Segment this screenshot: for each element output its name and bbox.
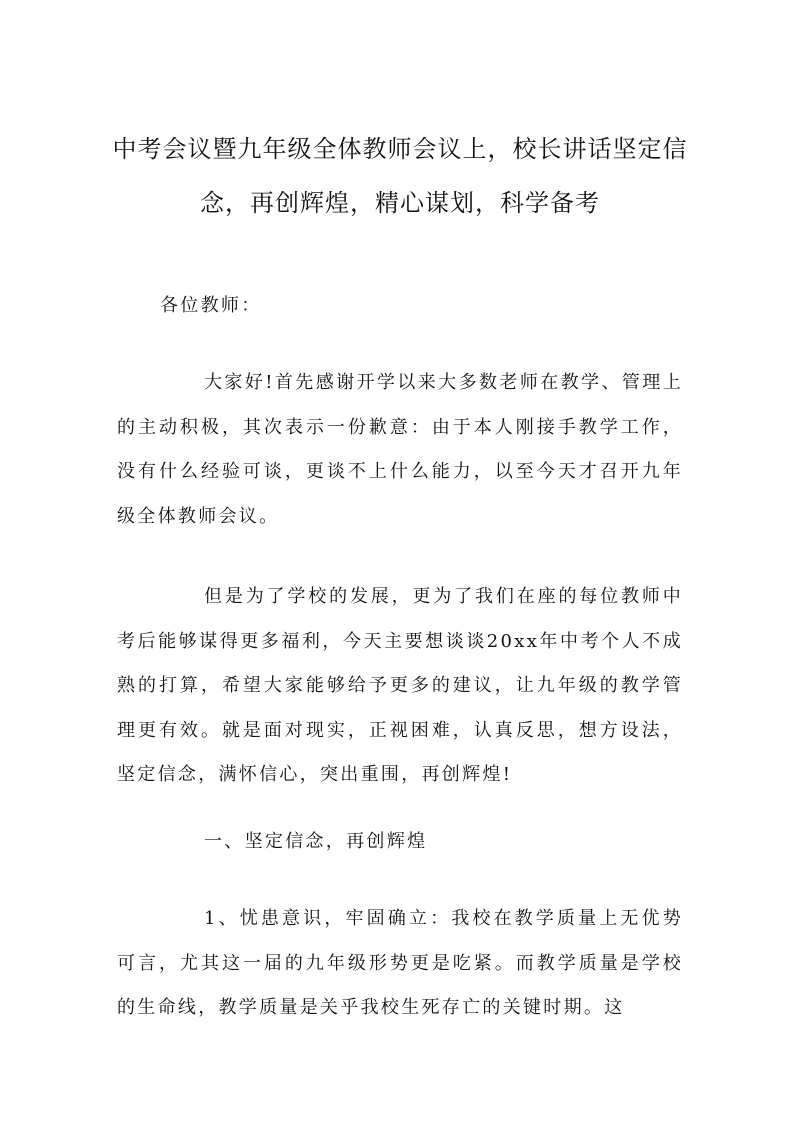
paragraph-opening: 大家好!首先感谢开学以来大多数老师在教学、管理上的主动积极，其次表示一份歉意：由于本人刚接手教学工作，没有什么经验可谈，更谈不上什么能力，以至今天才召开九年级全体教师会议。: [117, 372, 683, 527]
salutation: 各位教师：: [160, 295, 262, 316]
document-title: 中考会议暨九年级全体教师会议上，校长讲话坚定信念，再创辉煌，精心谋划，科学备考: [112, 135, 688, 217]
section-heading: 一、坚定信念，再创辉煌: [204, 831, 428, 852]
paragraph-purpose: 但是为了学校的发展，更为了我们在座的每位教师中考后能够谋得更多福利，今天主要想谈谈20xx年中考个人不成熟的打算，希望大家能够给予更多的建议，让九年级的教学管理更有效。就是面对现实，正视困难，认真反思，想方设法，坚定信念，满怀信心，突出重围，再创辉煌!: [117, 586, 683, 785]
section-paragraph: 1、忧患意识，牢固确立：我校在教学质量上无优势可言，尤其这一届的九年级形势更是吃紧。而教学质量是学校的生命线，教学质量是关乎我校生死存亡的关键时期。这: [117, 908, 683, 1018]
